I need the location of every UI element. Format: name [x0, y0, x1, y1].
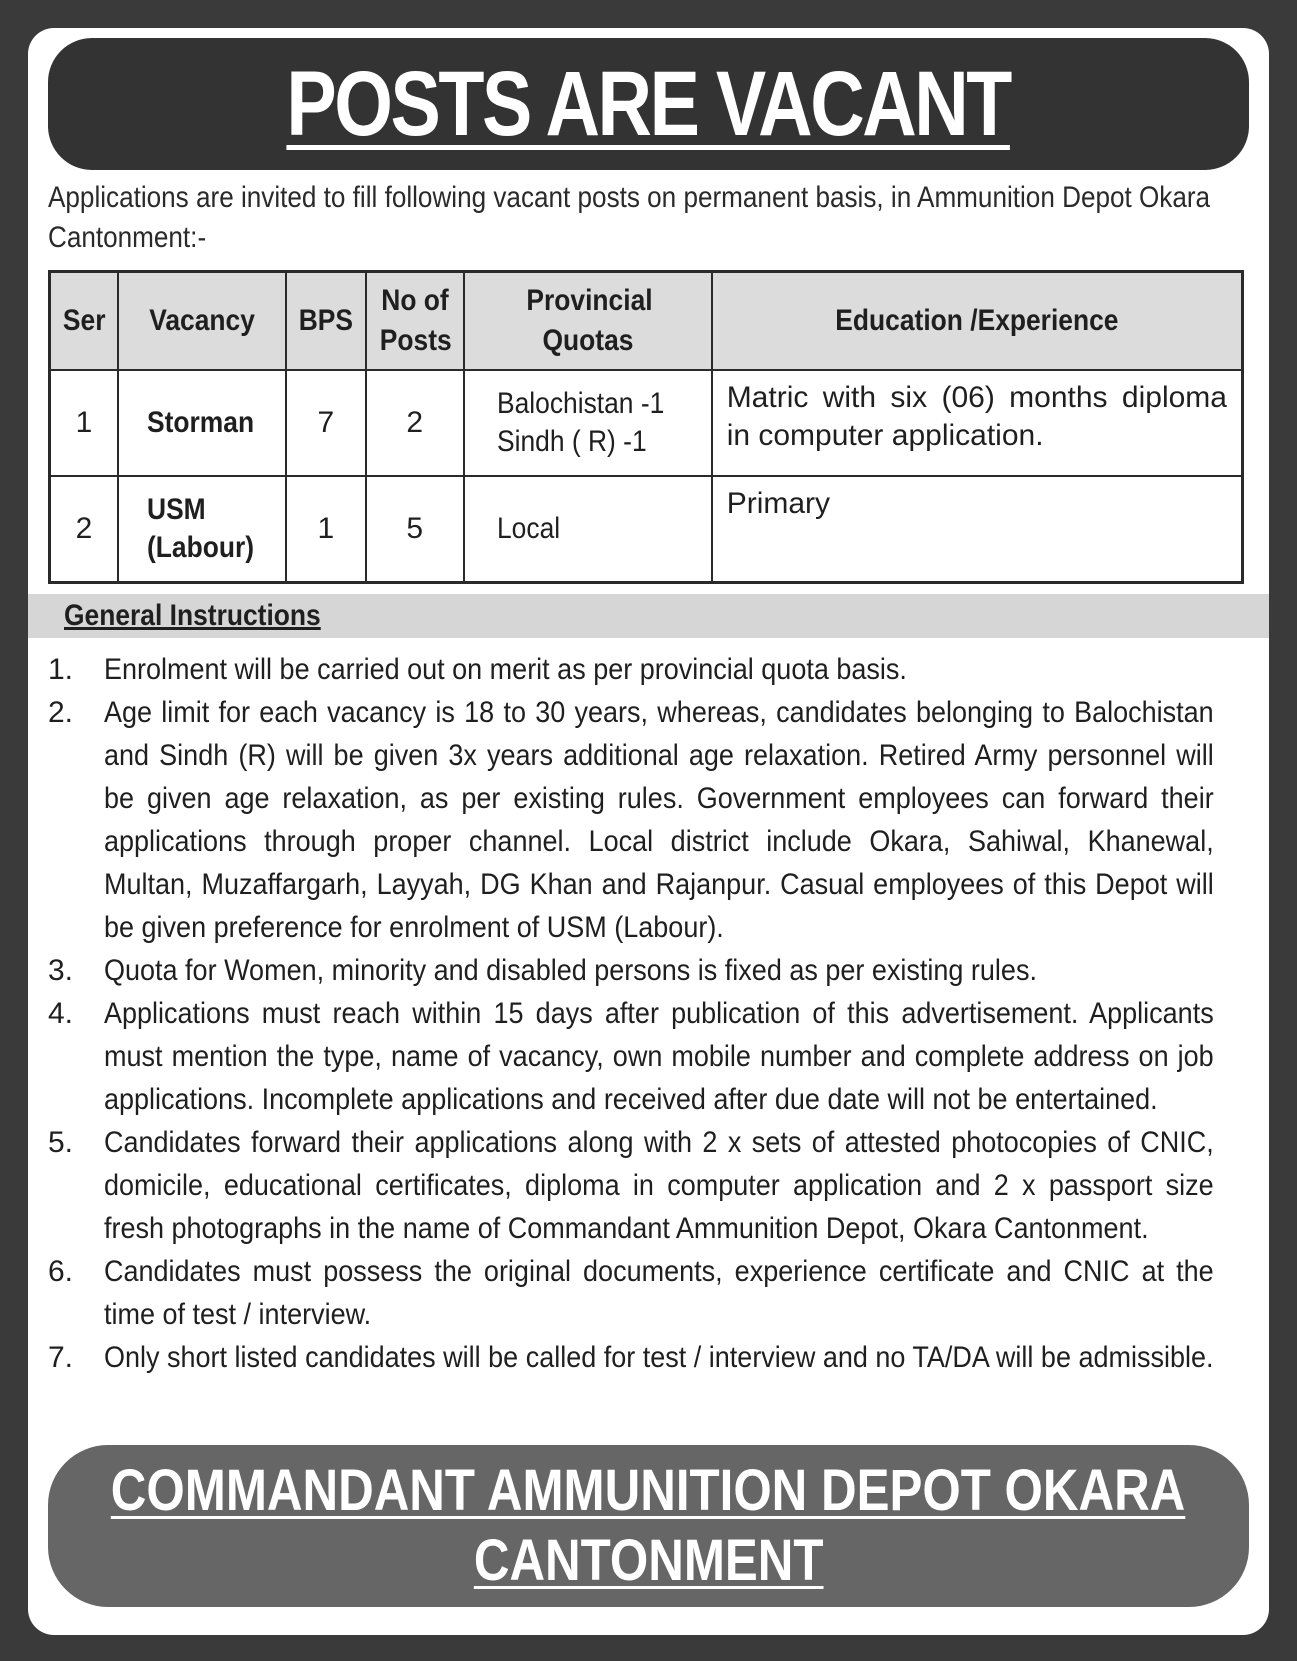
- cell-ser: 1: [50, 370, 119, 476]
- list-item: 5. Candidates forward their applications along with 2 x sets of attested photocopies of CNIC, domicile, educational certificates, diploma in computer application and 2 x passport size fresh photographs in the name of Commandant Ammunition Depot, Okara Cantonment.: [48, 1126, 1214, 1245]
- quota-line: Balochistan -1: [496, 387, 664, 420]
- page-title: POSTS ARE VACANT: [286, 52, 1011, 155]
- list-item: 7. Only short listed candidates will be called for test / interview and no TA/DA will be admissible.: [48, 1341, 1214, 1374]
- column-header-posts: No of Posts: [366, 272, 464, 371]
- table-header-row: [50, 272, 1243, 371]
- instructions-heading-bar: [28, 594, 1269, 638]
- instructions-list: [48, 648, 1249, 1379]
- title-banner: [48, 38, 1249, 170]
- list-item: 3. Quota for Women, minority and disabled persons is fixed as per existing rules.: [48, 954, 1037, 987]
- list-item: 1. Enrolment will be carried out on merit as per provincial quota basis.: [48, 653, 907, 686]
- advertisement-body: [28, 28, 1269, 1635]
- list-item: 4. Applications must reach within 15 days after publication of this advertisement. Applicants must mention the type, name of vacancy, own mobile number and complete address on job applications. Incomplete applications and received after due date will not be entertained.: [48, 997, 1214, 1116]
- cell-bps: 1: [286, 476, 366, 583]
- list-item: 6. Candidates must possess the original documents, experience certificate and CNIC at the time of test / interview.: [48, 1255, 1214, 1331]
- cell-quotas: [464, 370, 712, 476]
- cell-education: Primary: [712, 476, 1243, 583]
- quota-line: Local: [496, 512, 560, 545]
- footer-line-2: CANTONMENT: [473, 1528, 824, 1593]
- cell-ser: 2: [50, 476, 119, 583]
- table-row: [50, 476, 1243, 583]
- column-header-quotas: Provincial Quotas: [464, 272, 712, 371]
- cell-quotas: [464, 476, 712, 583]
- vacancy-table: [48, 270, 1244, 584]
- column-header-bps: BPS: [286, 272, 366, 371]
- column-header-education: Education /Experience: [712, 272, 1243, 371]
- table-row: [50, 370, 1243, 476]
- cell-education: Matric with six (06) months diploma in computer application.: [712, 370, 1243, 476]
- column-header-ser: Ser: [50, 272, 119, 371]
- footer-line-1: COMMANDANT AMMUNITION DEPOT OKARA: [111, 1458, 1186, 1523]
- cell-vacancy: USM (Labour): [118, 476, 286, 583]
- quota-line: Sindh ( R) -1: [496, 425, 647, 458]
- cell-posts: 5: [366, 476, 464, 583]
- cell-posts: 2: [366, 370, 464, 476]
- instructions-title: General Instructions: [64, 599, 321, 632]
- column-header-vacancy: Vacancy: [118, 272, 286, 371]
- intro-text: Applications are invited to fill following vacant posts on permanent basis, in Ammunition Depot Okara Cantonment:-: [48, 181, 1211, 254]
- cell-vacancy: Storman: [118, 370, 286, 476]
- footer-banner: [48, 1445, 1249, 1607]
- cell-bps: 7: [286, 370, 366, 476]
- list-item: 2. Age limit for each vacancy is 18 to 30 years, whereas, candidates belonging to Balochistan and Sindh (R) will be given 3x years additional age relaxation. Retired Army personnel will be given age relaxation, as per existing rules. Government employees can forward their applications through proper channel. Local district include Okara, Sahiwal, Khanewal, Multan, Muzaffargarh, Layyah, DG Khan and Rajanpur. Casual employees of this Depot will be given preference for enrolment of USM (Labour).: [48, 696, 1214, 944]
